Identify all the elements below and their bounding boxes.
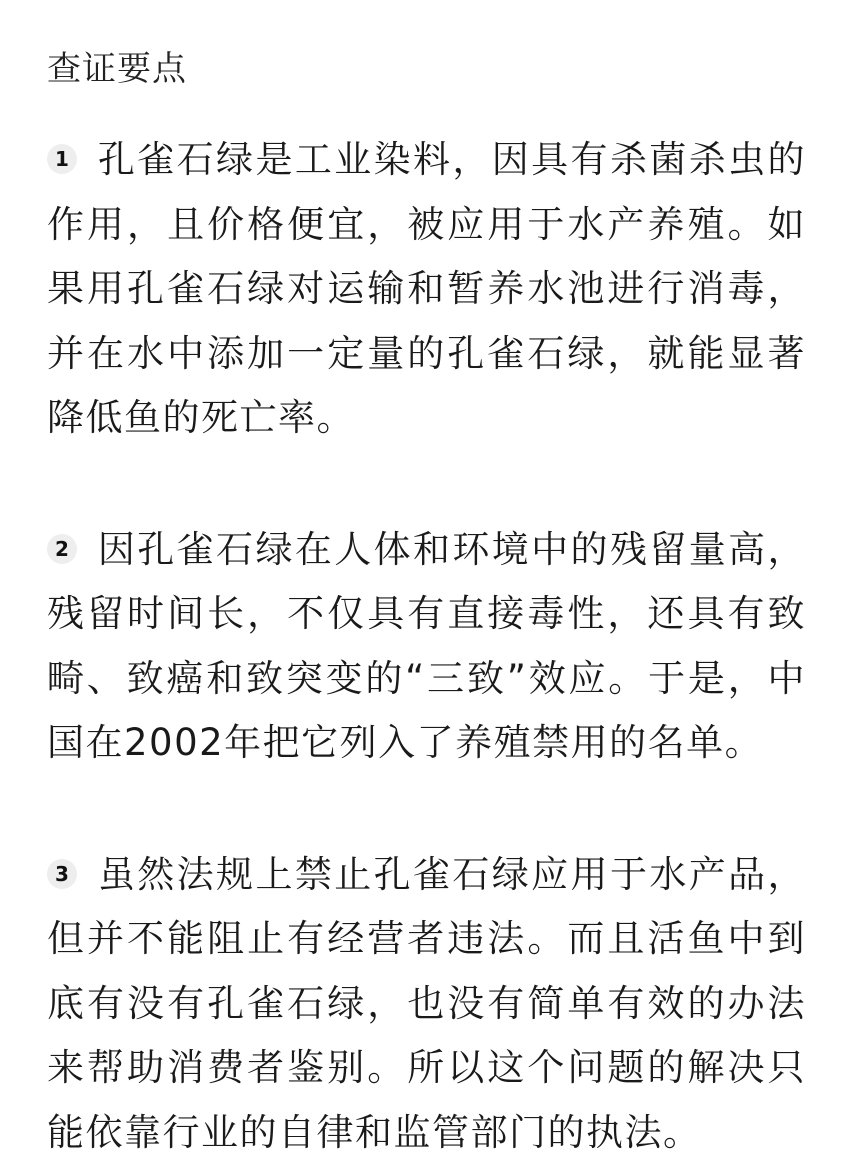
key-point-2 [47,518,806,776]
point-text: 孔雀石绿是工业染料，因具有杀菌杀虫的作用，且价格便宜，被应用于水产养殖。如果用孔雀石绿对运输和暂养水池进行消毒，并在水中添加一定量的孔雀石绿，就能显著降低鱼的死亡率。 [47,138,806,439]
point-number-badge: 1 [47,144,77,174]
key-point-1 [47,128,806,451]
point-number-badge: 3 [47,859,77,889]
section-heading: 查证要点 [47,40,806,98]
point-text: 因孔雀石绿在人体和环境中的残留量高，残留时间长，不仅具有直接毒性，还具有致畸、致癌和致突变的“三致”效应。于是，中国在2002年把它列入了养殖禁用的名单。 [47,528,806,765]
point-text: 虽然法规上禁止孔雀石绿应用于水产品，但并不能阻止有经营者违法。而且活鱼中到底有没有孔雀石绿，也没有简单有效的办法来帮助消费者鉴别。所以这个问题的解决只能依靠行业的自律和监管部门的执法。 [47,853,806,1154]
point-number-badge: 2 [47,534,77,564]
